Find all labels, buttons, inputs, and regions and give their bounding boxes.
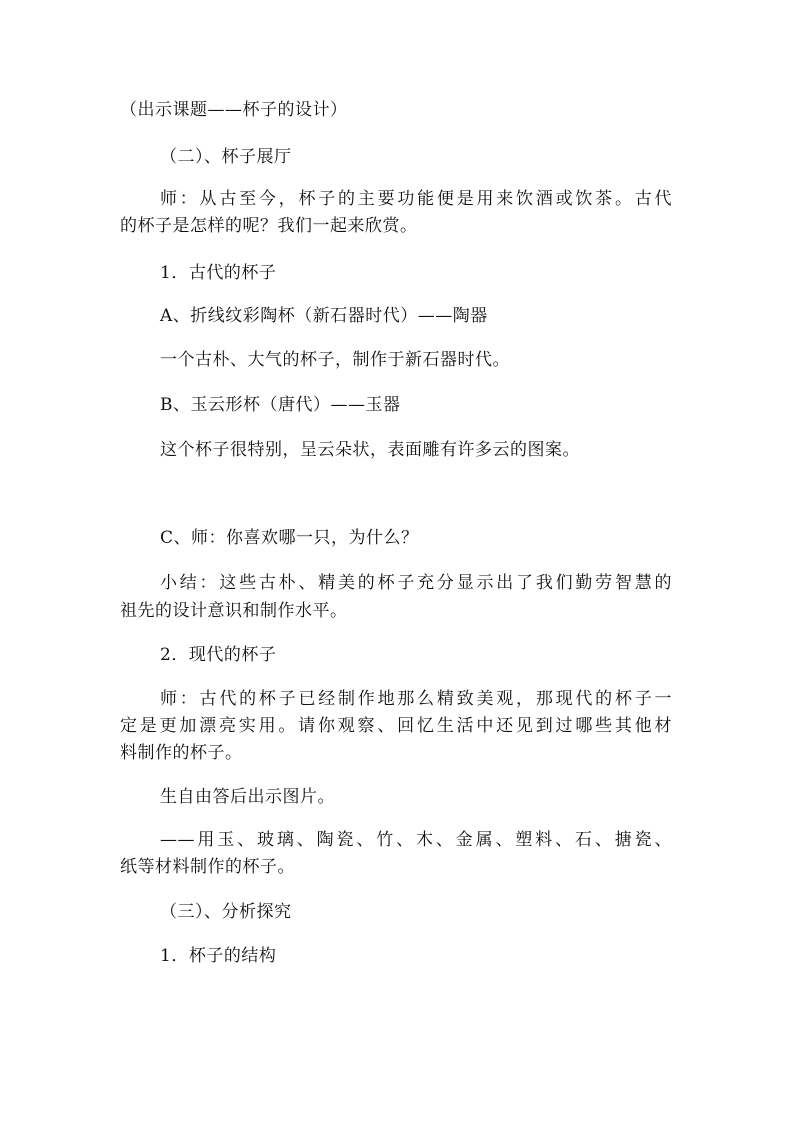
paragraph-line: 一个古朴、大气的杯子，制作于新石器时代。	[160, 350, 510, 370]
section-heading: （三）、分析探究	[160, 902, 292, 922]
subsection-heading: 2．现代的杯子	[160, 645, 277, 665]
paragraph-line: 这个杯子很特别，呈云朵状，表面雕有许多云的图案。	[160, 440, 580, 460]
paragraph-line: 小结：这些古朴、精美的杯子充分显示出了我们勤劳智慧的	[160, 573, 672, 593]
paragraph-line: 料制作的杯子。	[120, 743, 243, 763]
paragraph-line: 纸等材料制作的杯子。	[120, 857, 295, 877]
paragraph-line: 定是更加漂亮实用。请你观察、回忆生活中还见到过哪些其他材	[120, 716, 672, 736]
item-heading: B、玉云形杯（唐代）——玉器	[160, 395, 401, 415]
paragraph-line: 师：从古至今，杯子的主要功能便是用来饮酒或饮茶。古代	[160, 189, 672, 209]
subsection-heading: 1．杯子的结构	[160, 946, 277, 966]
paragraph-line: 师：古代的杯子已经制作地那么精致美观，那现代的杯子一	[160, 689, 672, 709]
paragraph-line: 生自由答后出示图片。	[160, 787, 335, 807]
lesson-title-line: （出示课题——杯子的设计）	[120, 100, 348, 120]
paragraph-line: ——用玉、玻璃、陶瓷、竹、木、金属、塑料、石、搪瓷、	[160, 830, 672, 850]
subsection-heading: 1．古代的杯子	[160, 263, 277, 283]
item-heading: C、师：你喜欢哪一只，为什么？	[160, 528, 419, 548]
paragraph-line: 祖先的设计意识和制作水平。	[120, 601, 348, 621]
paragraph-line: 的杯子是怎样的呢？我们一起来欣赏。	[120, 216, 418, 236]
item-heading: A、折线纹彩陶杯（新石器时代）——陶器	[160, 306, 488, 326]
section-heading: （二）、杯子展厅	[160, 147, 292, 167]
